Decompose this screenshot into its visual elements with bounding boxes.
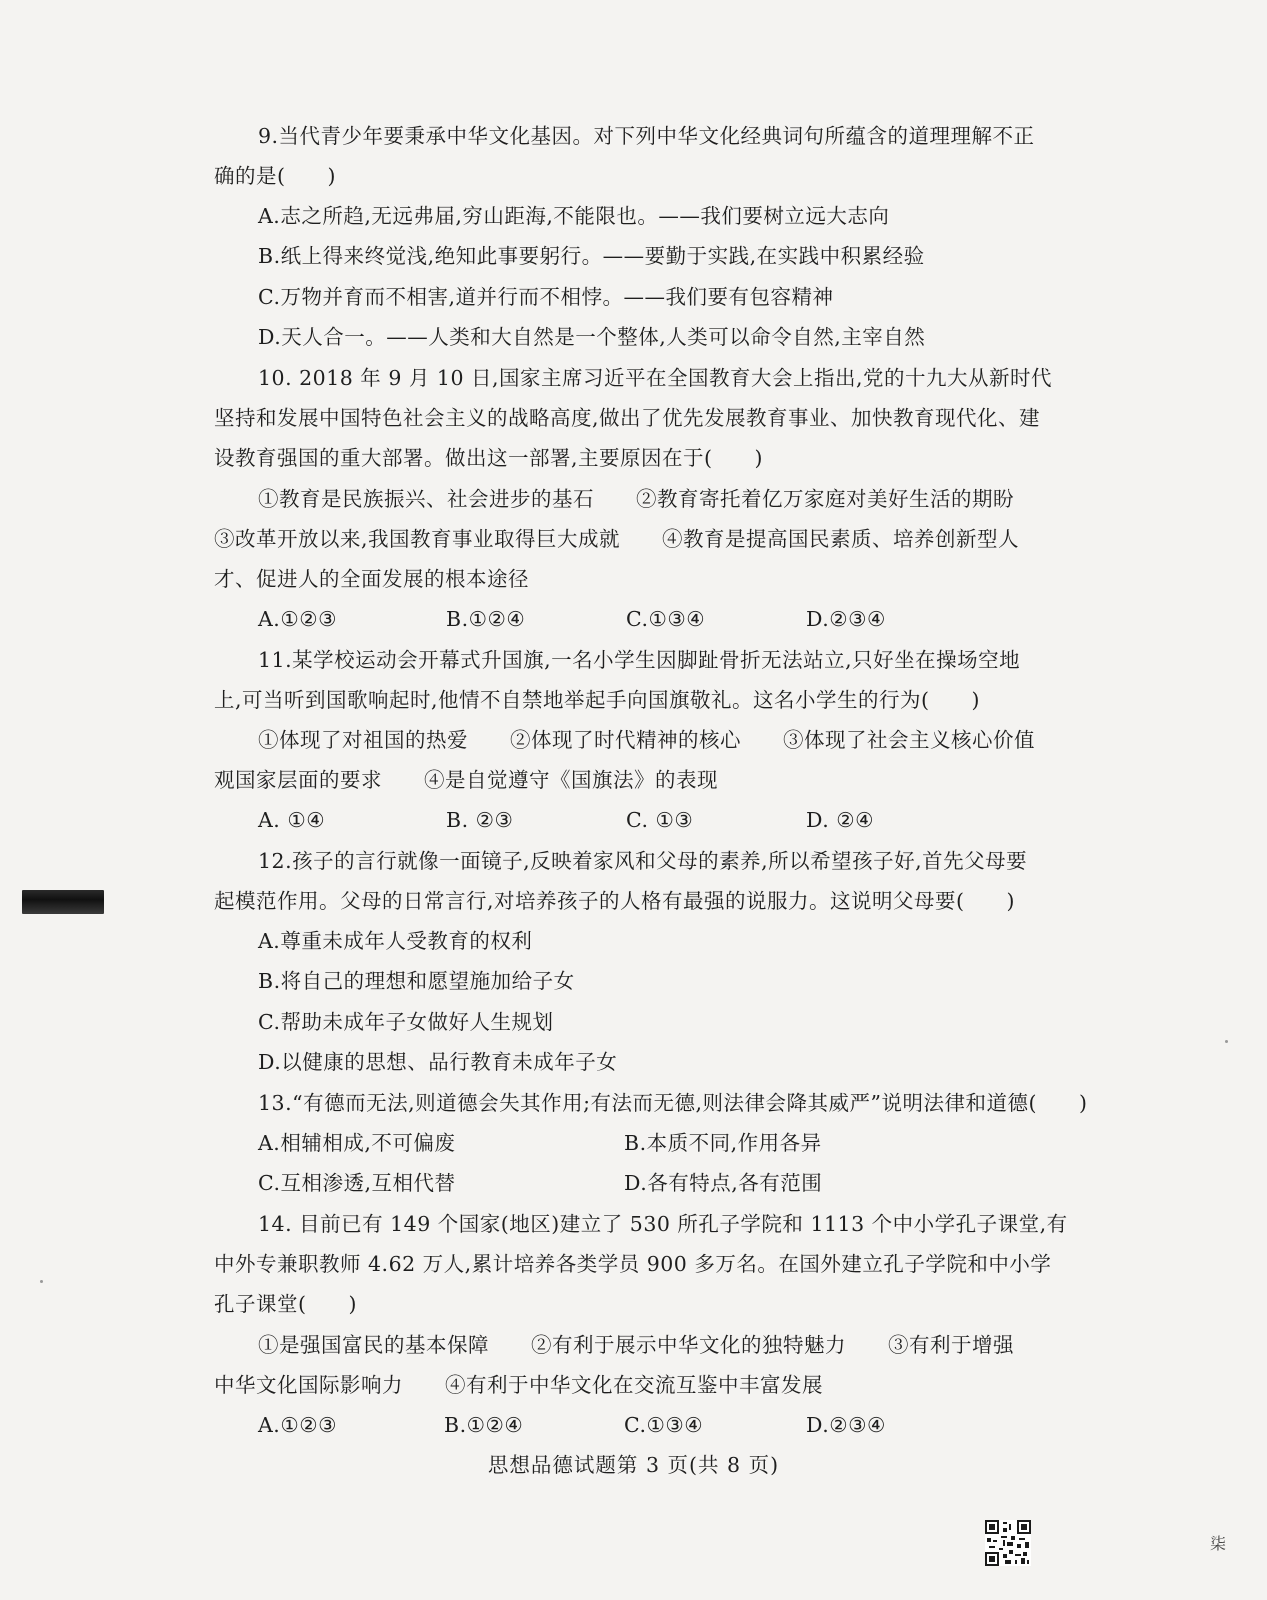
q11-option-c: C. ①③ bbox=[626, 808, 694, 832]
q9-option-b: B.纸上得来终觉浅,绝知此事要躬行。——要勤于实践,在实践中积累经验 bbox=[258, 244, 925, 268]
q12-stem-line-1: 12.孩子的言行就像一面镜子,反映着家风和父母的素养,所以希望孩子好,首先父母要 bbox=[258, 849, 1028, 873]
q14-item-line-1: ①是强国富民的基本保障 ②有利于展示中华文化的独特魅力 ③有利于增强 bbox=[258, 1333, 1014, 1357]
q13-option-d: D.各有特点,各有范围 bbox=[624, 1171, 823, 1195]
q11-stem-line-2: 上,可当听到国歌响起时,他情不自禁地举起手向国旗敬礼。这名小学生的行为( ) bbox=[214, 688, 981, 712]
scan-speck bbox=[1225, 1040, 1228, 1043]
q11-option-b: B. ②③ bbox=[446, 808, 514, 832]
q10-stem-line-3: 设教育强国的重大部署。做出这一部署,主要原因在于( ) bbox=[214, 446, 764, 470]
q14-stem-line-1: 14. 目前已有 149 个国家(地区)建立了 530 所孔子学院和 1113 个中小学孔子课堂,有 bbox=[258, 1212, 1068, 1236]
q10-option-d: D.②③④ bbox=[806, 607, 886, 631]
q9-stem-line-1: 9.当代青少年要秉承中华文化基因。对下列中华文化经典词句所蕴含的道理理解不正 bbox=[258, 124, 1035, 148]
page-footer: 思想品德试题第 3 页(共 8 页) bbox=[487, 1453, 780, 1477]
corner-mark: 柒 bbox=[1210, 1534, 1227, 1553]
q12-option-b: B.将自己的理想和愿望施加给子女 bbox=[258, 969, 575, 993]
q13-option-b: B.本质不同,作用各异 bbox=[624, 1131, 822, 1155]
q14-option-d: D.②③④ bbox=[806, 1413, 886, 1437]
q11-option-d: D. ②④ bbox=[806, 808, 874, 832]
q14-option-b: B.①②④ bbox=[444, 1413, 524, 1437]
q10-stem-line-1: 10. 2018 年 9 月 10 日,国家主席习近平在全国教育大会上指出,党的十九大从新时代 bbox=[258, 366, 1053, 390]
scan-speck bbox=[40, 1280, 43, 1283]
q13-option-a: A.相辅相成,不可偏废 bbox=[258, 1131, 456, 1155]
q12-option-d: D.以健康的思想、品行教育未成年子女 bbox=[258, 1050, 618, 1074]
q10-item-line-1: ①教育是民族振兴、社会进步的基石 ②教育寄托着亿万家庭对美好生活的期盼 bbox=[258, 487, 1014, 511]
q12-option-c: C.帮助未成年子女做好人生规划 bbox=[258, 1010, 554, 1034]
q10-option-b: B.①②④ bbox=[446, 607, 526, 631]
binding-strip-mark bbox=[22, 890, 104, 914]
q13-stem: 13.“有德而无法,则道德会失其作用;有法而无德,则法律会降其威严”说明法律和道德( ) bbox=[258, 1091, 1088, 1115]
q14-stem-line-2: 中外专兼职教师 4.62 万人,累计培养各类学员 900 多万名。在国外建立孔子学院和中小学 bbox=[214, 1252, 1052, 1276]
q13-option-c: C.互相渗透,互相代替 bbox=[258, 1171, 456, 1195]
q10-option-a: A.①②③ bbox=[258, 607, 337, 631]
q12-option-a: A.尊重未成年人受教育的权利 bbox=[258, 929, 533, 953]
q9-option-c: C.万物并育而不相害,道并行而不相悖。——我们要有包容精神 bbox=[258, 285, 834, 309]
q14-item-line-2: 中华文化国际影响力 ④有利于中华文化在交流互鉴中丰富发展 bbox=[214, 1373, 823, 1397]
q14-option-a: A.①②③ bbox=[258, 1413, 337, 1437]
qr-code-icon bbox=[985, 1520, 1031, 1566]
q11-option-a: A. ①④ bbox=[258, 808, 326, 832]
q11-stem-line-1: 11.某学校运动会开幕式升国旗,一名小学生因脚趾骨折无法站立,只好坐在操场空地 bbox=[258, 648, 1021, 672]
q10-stem-line-2: 坚持和发展中国特色社会主义的战略高度,做出了优先发展教育事业、加快教育现代化、建 bbox=[214, 406, 1041, 430]
q9-option-d: D.天人合一。——人类和大自然是一个整体,人类可以命令自然,主宰自然 bbox=[258, 325, 926, 349]
q9-stem-line-2: 确的是( ) bbox=[214, 164, 336, 188]
q10-item-line-2: ③改革开放以来,我国教育事业取得巨大成就 ④教育是提高国民素质、培养创新型人 bbox=[214, 527, 1020, 551]
q11-item-line-2: 观国家层面的要求 ④是自觉遵守《国旗法》的表现 bbox=[214, 768, 718, 792]
q10-option-c: C.①③④ bbox=[626, 607, 706, 631]
q9-option-a: A.志之所趋,无远弗届,穷山距海,不能限也。——我们要树立远大志向 bbox=[258, 204, 890, 228]
q12-stem-line-2: 起模范作用。父母的日常言行,对培养孩子的人格有最强的说服力。这说明父母要( ) bbox=[214, 889, 1016, 913]
q14-stem-line-3: 孔子课堂( ) bbox=[214, 1292, 357, 1316]
q11-item-line-1: ①体现了对祖国的热爱 ②体现了时代精神的核心 ③体现了社会主义核心价值 bbox=[258, 728, 1035, 752]
q10-item-line-3: 才、促进人的全面发展的根本途径 bbox=[214, 567, 529, 591]
q14-option-c: C.①③④ bbox=[624, 1413, 704, 1437]
